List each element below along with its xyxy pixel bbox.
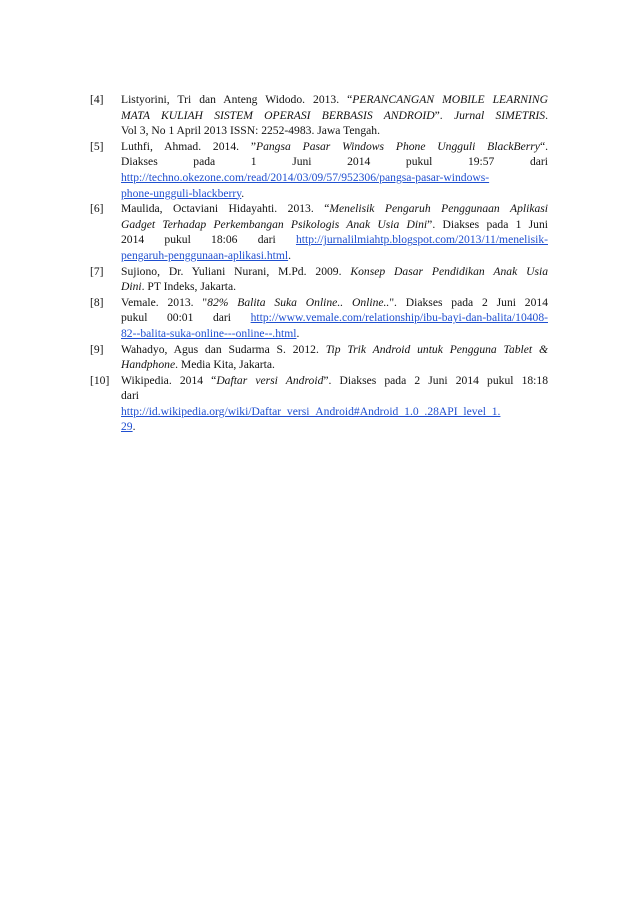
reference-line: phone-ungguli-blackberry.: [121, 186, 245, 200]
reference-4: [90, 92, 548, 139]
reference-text: [121, 342, 548, 373]
reference-number: [4]: [90, 93, 104, 106]
reference-text: [121, 92, 548, 139]
reference-5: [90, 139, 548, 201]
reference-link[interactable]: http://id.wikipedia.org/wiki/Daftar_versi_Android#Android_1.0_.28API_level_1.: [121, 404, 501, 418]
reference-8: [90, 295, 548, 342]
reference-line: 2014 pukul 18:06 dari http://jurnalilmiahtp.blogspot.com/2013/11/menelisik-: [121, 233, 548, 247]
reference-number: [10]: [90, 373, 110, 387]
reference-text: [121, 373, 548, 435]
reference-link[interactable]: 82--balita-suka-online---online--.html: [121, 326, 297, 340]
reference-line: Handphone. Media Kita, Jakarta.: [121, 358, 275, 372]
reference-text: [121, 264, 548, 295]
reference-9: [90, 342, 548, 373]
reference-line: [121, 404, 548, 420]
reference-line: Wikipedia. 2014 “Daftar versi Android”. Diakses pada 2 Juni 2014 pukul 18:18: [121, 373, 548, 387]
reference-link[interactable]: phone-ungguli-blackberry: [121, 186, 242, 200]
reference-line: 82--balita-suka-online---online--.html.: [121, 326, 300, 340]
reference-line: [121, 170, 548, 186]
reference-link[interactable]: http://jurnalilmiahtp.blogspot.com/2013/11/menelisik-: [295, 233, 548, 247]
reference-number: [9]: [90, 342, 104, 356]
reference-list: [90, 92, 548, 435]
reference-line: Wahadyo, Agus dan Sudarma S. 2012. Tip Trik Android untuk Pengguna Tablet &: [121, 342, 548, 356]
reference-line: Gadget Terhadap Perkembangan Psikologis Anak Usia Dini”. Diakses pada 1 Juni: [121, 217, 548, 231]
reference-link[interactable]: http://www.vemale.com/relationship/ibu-bayi-dan-balita/10408-: [250, 311, 548, 325]
reference-line: Diakses pada 1 Juni 2014 pukul 19:57 dari: [121, 155, 548, 169]
reference-number: [5]: [90, 139, 104, 153]
reference-line: Maulida, Octaviani Hidayahti. 2013. “Menelisik Pengaruh Penggunaan Aplikasi: [121, 202, 548, 216]
reference-line: Vemale. 2013. "82% Balita Suka Online.. Online..". Diakses pada 2 Juni 2014: [121, 295, 548, 309]
reference-line: dari: [121, 389, 140, 403]
reference-line: Vol 3, No 1 April 2013 ISSN: 2252-4983. Jawa Tengah.: [121, 124, 380, 138]
reference-number: [7]: [90, 264, 104, 278]
reference-line: pengaruh-penggunaan-aplikasi.html.: [121, 248, 291, 262]
reference-line: 29.: [121, 420, 136, 434]
reference-line: Luthfi, Ahmad. 2014. ”Pangsa Pasar Windows Phone Ungguli BlackBerry“.: [121, 139, 548, 153]
reference-link[interactable]: pengaruh-penggunaan-aplikasi.html: [121, 248, 289, 262]
reference-line: Listyorini, Tri dan Anteng Widodo. 2013. “PERANCANGAN MOBILE LEARNING: [121, 93, 548, 106]
reference-number: [8]: [90, 295, 104, 309]
reference-text: [121, 139, 548, 201]
reference-line: Dini. PT Indeks, Jakarta.: [121, 280, 237, 294]
reference-text: [121, 201, 548, 263]
reference-7: [90, 264, 548, 295]
reference-link[interactable]: 29: [121, 420, 133, 434]
reference-10: [90, 373, 548, 435]
reference-link[interactable]: http://techno.okezone.com/read/2014/03/09/57/952306/pangsa-pasar-windows-: [121, 170, 490, 184]
reference-text: [121, 295, 548, 342]
reference-line: MATA KULIAH SISTEM OPERASI BERBASIS ANDROID”. Jurnal SIMETRIS.: [121, 108, 548, 122]
reference-line: pukul 00:01 dari http://www.vemale.com/relationship/ibu-bayi-dan-balita/10408-: [121, 311, 548, 325]
reference-6: [90, 201, 548, 263]
reference-number: [6]: [90, 202, 104, 216]
reference-line: Sujiono, Dr. Yuliani Nurani, M.Pd. 2009. Konsep Dasar Pendidikan Anak Usia: [121, 264, 548, 278]
